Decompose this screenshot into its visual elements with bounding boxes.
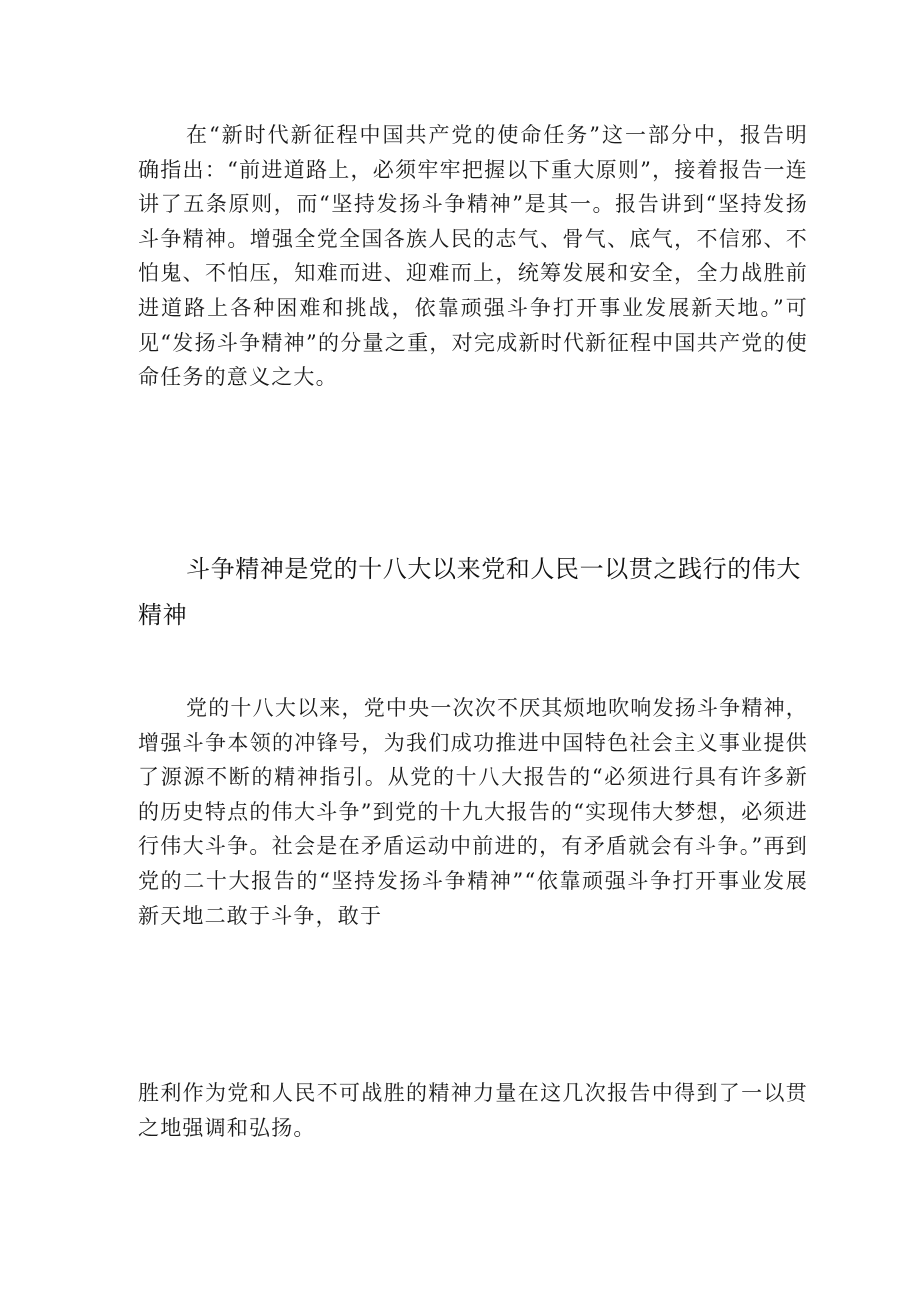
section-heading: 斗争精神是党的十八大以来党和人民一以贯之践行的伟大精神: [138, 555, 801, 629]
body-paragraph-continuation: 胜利作为党和人民不可战胜的精神力量在这几次报告中得到了一以贯之地强调和弘扬。: [138, 1081, 808, 1140]
body-paragraph: 党的十八大以来，党中央一次次不厌其烦地吹响发扬斗争精神，增强斗争本领的冲锋号，为我们成功推进中国特色社会主义事业提供了源源不断的精神指引。从党的十八大报告的“必须进行具有许多新的历史特点的伟大斗争”到党的十九大报告的“实现伟大梦想，必须进行伟大斗争。社会是在矛盾运动中前进的，有矛盾就会有斗争。”再到党的二十大报告的“坚持发扬斗争精神”“依靠顽强斗争打开事业发展新天地二敢于斗争，敢于: [138, 696, 808, 928]
body-paragraph: 在“新时代新征程中国共产党的使命任务”这一部分中，报告明确指出：“前进道路上，必须牢牢把握以下重大原则”，接着报告一连讲了五条原则，而“坚持发扬斗争精神”是其一。报告讲到“坚持发扬斗争精神。增强全党全国各族人民的志气、骨气、底气，不信邪、不怕鬼、不怕压，知难而进、迎难而上，统筹发展和安全，全力战胜前进道路上各种困难和挑战，依靠顽强斗争打开事业发展新天地。”可见“发扬斗争精神”的分量之重，对完成新时代新征程中国共产党的使命任务的意义之大。: [138, 123, 808, 390]
